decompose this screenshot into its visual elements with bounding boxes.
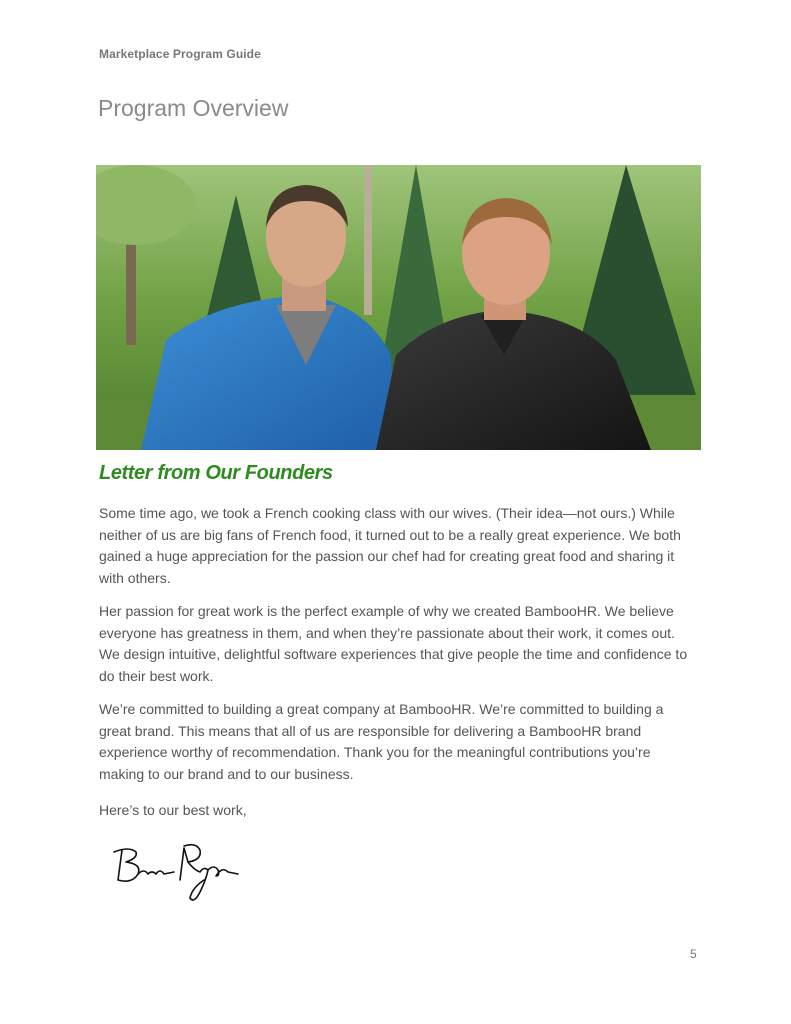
running-header: Marketplace Program Guide	[99, 47, 261, 61]
letter-paragraph: Her passion for great work is the perfect example of why we created BambooHR. We believe everyone has greatness in them, and when they’re passionate about their work, it comes out. We design intuitive, delightful software experiences that give people the time and confidence to do their best work.	[99, 603, 688, 684]
letter-paragraph: We’re committed to building a great company at BambooHR. We’re committed to building a great brand. This means that all of us are responsible for delivering a BambooHR brand experience worthy of recommendation. Thank you for the meaningful contributions you’re making to our brand and to our business.	[99, 701, 664, 782]
letter-body	[99, 503, 699, 797]
letter-paragraph: Some time ago, we took a French cooking class with our wives. (Their idea—not ours.) While neither of us are big fans of French food, it turned out to be a really great experience. We both gained a huge appreciation for the passion our chef had for creating great food and sharing it with others.	[99, 505, 681, 586]
founders-signature	[104, 840, 249, 906]
section-heading: Letter from Our Founders	[99, 462, 333, 484]
page-title: Program Overview	[98, 95, 289, 121]
founders-photo	[96, 165, 701, 450]
sign-off: Here’s to our best work,	[99, 802, 247, 818]
page-number: 5	[690, 947, 697, 961]
